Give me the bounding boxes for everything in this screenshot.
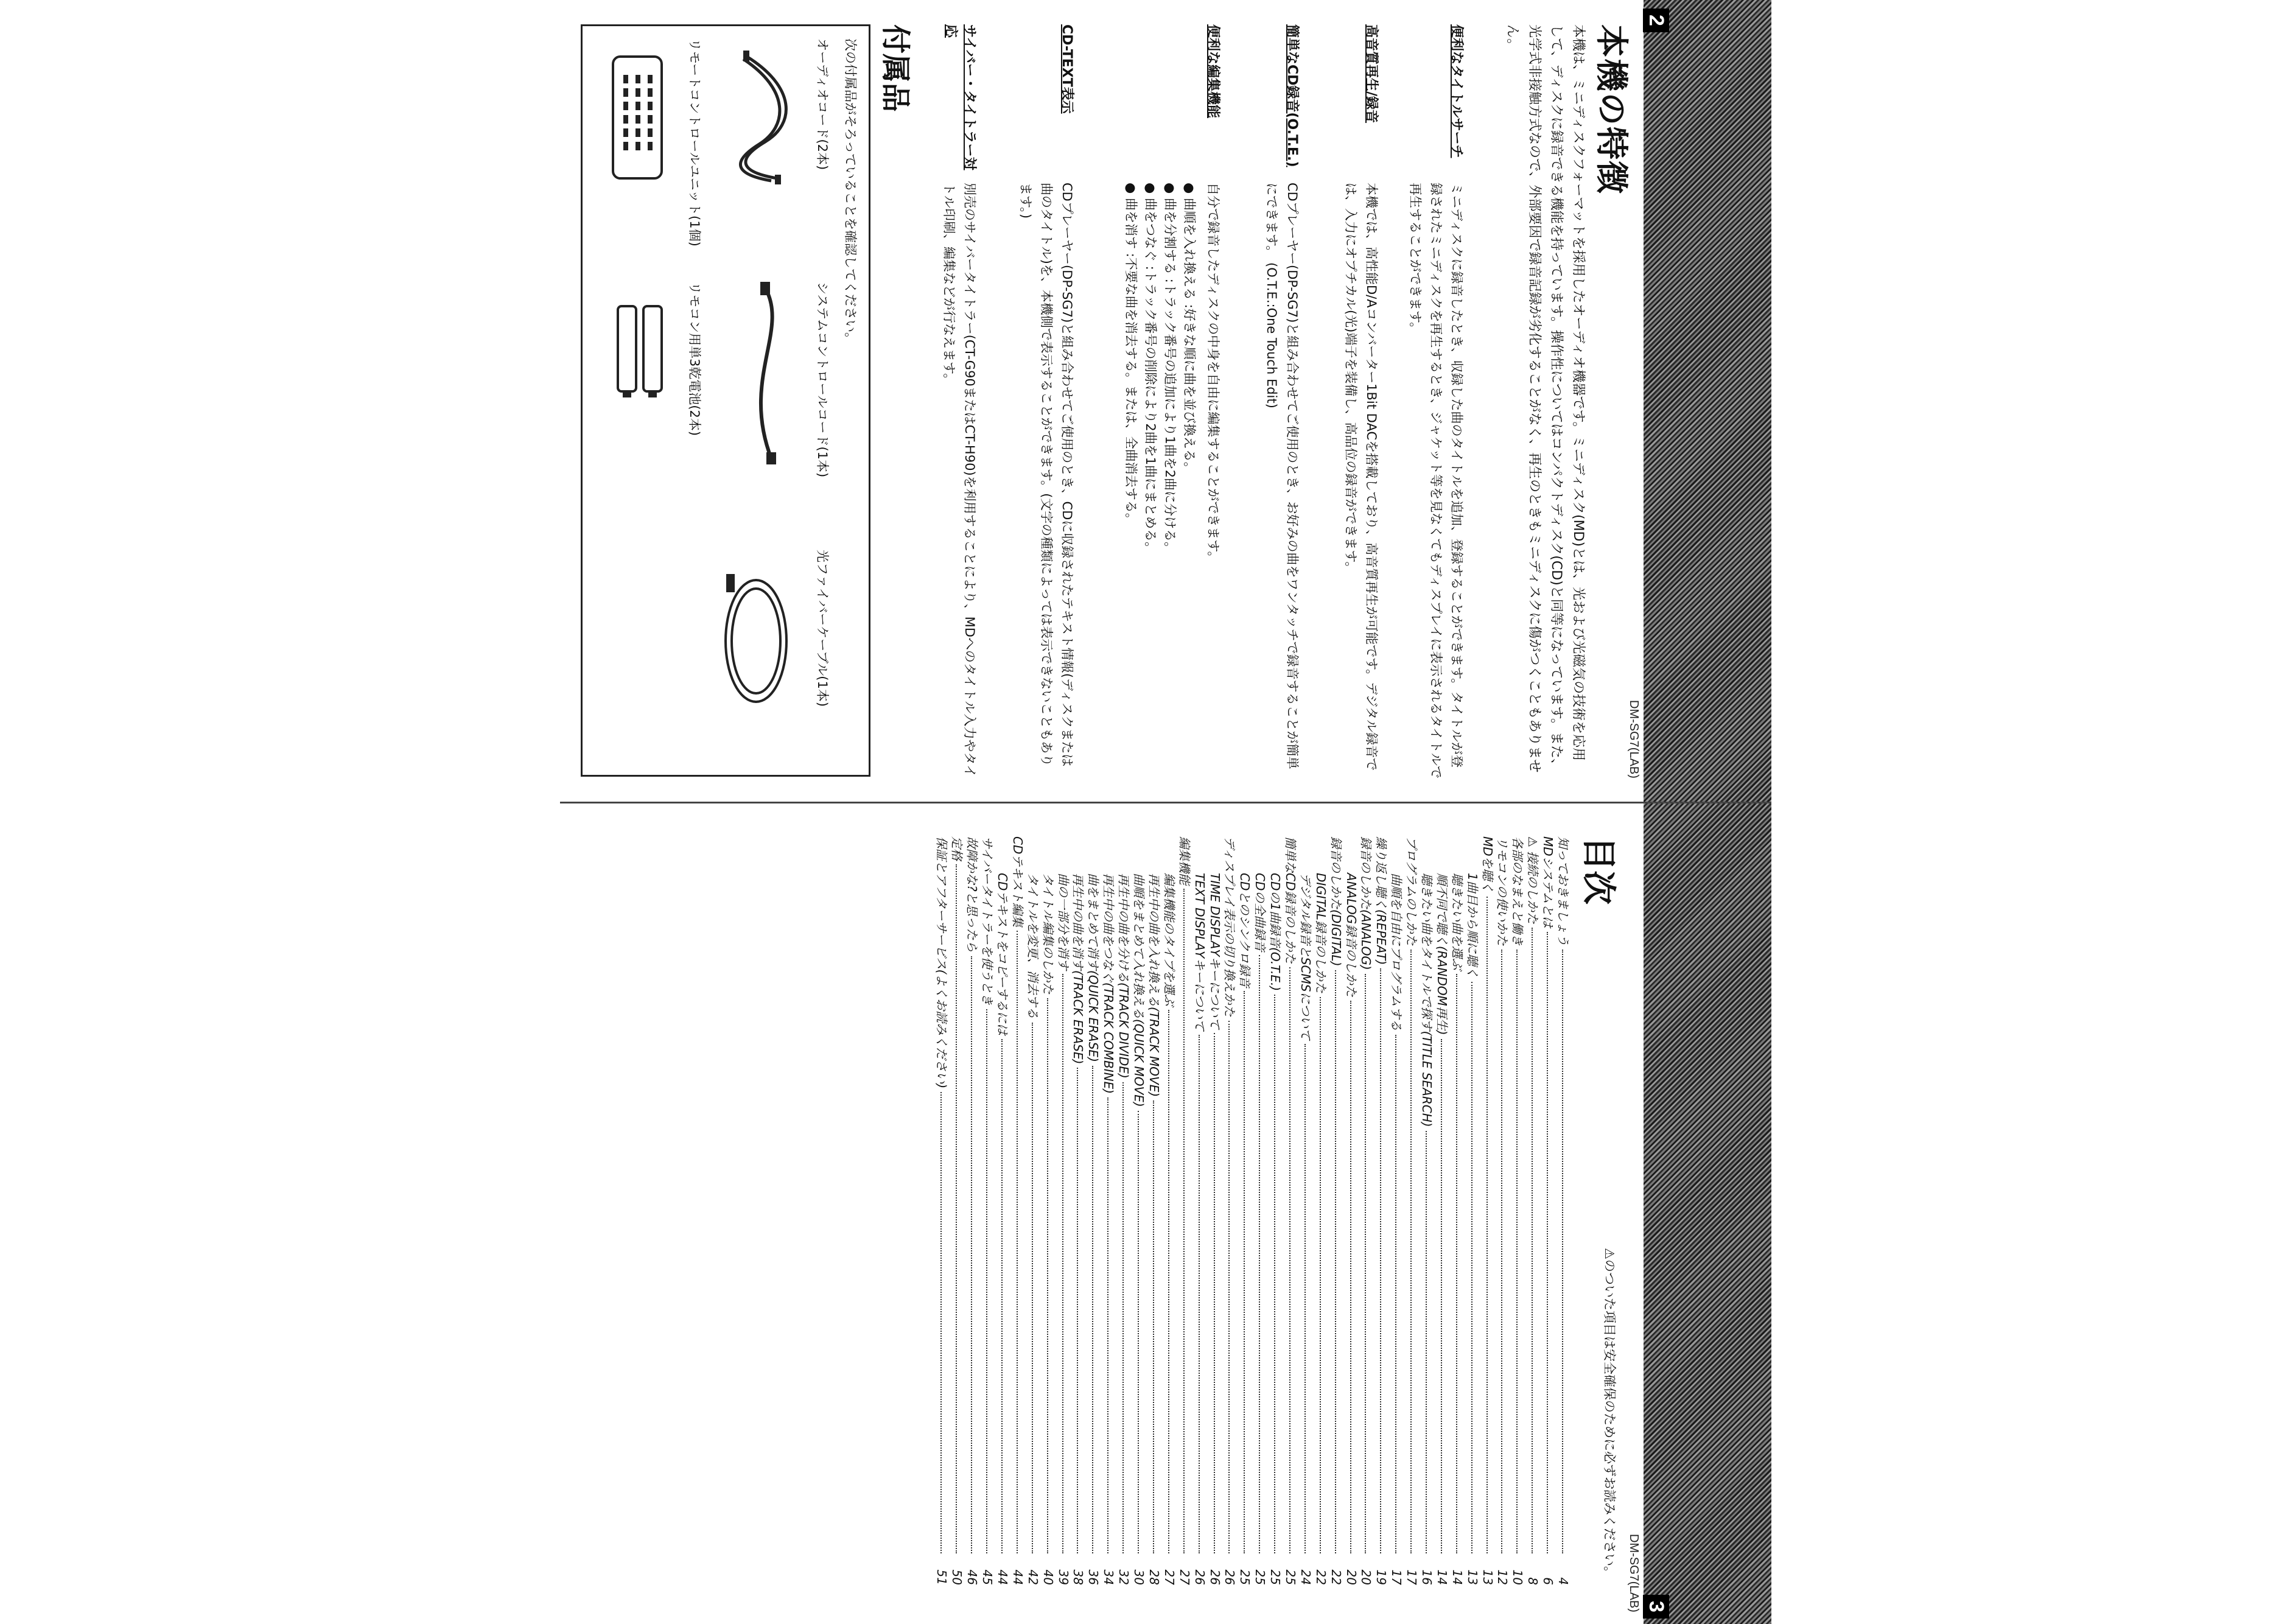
toc-entry-label: 曲の一部分を消す [1056,873,1071,970]
toc-entry-page: 14 [1449,1569,1465,1585]
toc-entry-page: 32 [1116,1569,1132,1585]
toc-entry-page: 22 [1313,1569,1328,1585]
toc-entry-label: 故障かな?と思ったら [965,836,980,953]
toc-entry-label: 再生中の曲を消す(TRACK ERASE) [1071,873,1086,1065]
toc-leader-dots [1214,1033,1215,1553]
toc-entry-page: 40 [1040,1569,1056,1585]
accessory-label: 光ファイバーケーブル(1本) [815,550,830,707]
toc-leader-dots [1062,974,1063,1553]
toc-entry-label: CDの1曲録音(O.T.E.) [1268,873,1283,992]
toc-entry-label: 再生中の曲をつなぐ(TRACK COMBINE) [1101,873,1116,1094]
toc-entry [1252,836,1267,1585]
toc-entry-page: 14 [1434,1569,1449,1585]
toc-leader-dots [1350,1001,1351,1553]
toc-leader-dots [956,864,957,1553]
toc-leader-dots [1244,991,1245,1553]
features-intro: 本機は、ミニディスクフォーマットを採用したオーディオ機器です。ミニディスク(MD)とは、光および光磁気の技術を応用して、ディスクに録音できる機能を持っています。操作性についてはコンパクトディスク(CD)と同等になっています。また、光学式非接触方式なので、外部要因で録音記録が劣化することがなく、再生のときもミニディスクに傷がつくこともありません。 [1505,24,1586,773]
toc-entry-page: 26 [1192,1569,1207,1585]
toc-entry-label: 編集機能 [1177,836,1192,885]
toc-entry-page: 17 [1404,1569,1420,1585]
toc-entry-page: 26 [1207,1569,1222,1585]
toc-entry-label: 録音のしかた(ANALOG) [1359,836,1374,970]
toc-entry-page: 25 [1268,1569,1283,1585]
toc-entry [1555,836,1570,1585]
toc-leader-dots [1274,995,1275,1553]
toc-entry [1419,836,1434,1585]
toc-leader-dots [1426,1131,1427,1553]
toc-leader-dots [1077,1068,1079,1553]
toc-entry [995,836,1010,1585]
toc-entry [1222,836,1238,1585]
toc-leader-dots [1304,1044,1306,1553]
toc-entry-page: 38 [1071,1569,1086,1585]
toc-leader-dots [1395,1035,1396,1553]
accessory-label: システムコントロールコード(1本) [815,282,830,478]
toc-entry [1161,836,1177,1585]
toc-leader-dots [1365,974,1366,1553]
toc-entry-label: CDの全曲録音 [1253,873,1268,952]
toc-entry-label: 繰り返し聴く(REPEAT) [1374,836,1389,965]
toc-entry-page: 39 [1056,1569,1071,1585]
toc-leader-dots [1410,950,1412,1553]
battery-icon [607,294,674,416]
toc-entry-label: TEXT DISPLAYキーについて [1192,873,1207,1031]
toc-entry-page: 8 [1525,1577,1541,1585]
toc-entry-label: ⚠ 接続のしかた [1525,836,1541,925]
toc-entry-page: 6 [1541,1577,1556,1585]
toc-entry-page: 27 [1161,1569,1177,1585]
toc-entry-label: プログラムのしかた [1404,836,1420,946]
list-item: ● 曲を分割する :トラック番号の追加により1曲を2曲に分ける。 [1160,183,1180,779]
toc-entry-label: ANALOG録音のしかた [1343,873,1359,998]
feature-body-container [1121,183,1224,779]
toc-leader-dots [1199,1035,1200,1553]
toc-leader-dots [1092,1066,1093,1553]
toc-entry-page: 10 [1510,1569,1525,1585]
toc-entry-label: 曲順をまとめて入れ換える(QUICK MOVE) [1132,873,1147,1107]
toc-entry [1434,836,1449,1585]
toc-leader-dots [1532,928,1533,1553]
toc-entry [1267,836,1283,1585]
toc-leader-dots [1516,950,1518,1553]
feature-body: 別売のサイバータイトラー(CT-G90またはCT-H90)を利用することにより、MDへのタイトル入力やタイトル印刷、編集などが行なえます。 [942,183,977,778]
toc-entry [1116,836,1131,1585]
toc-entry [1207,836,1222,1585]
toc-entry-label: 録音のしかた(DIGITAL) [1328,836,1343,967]
optical-cable-icon [710,562,802,720]
toc-entry-label: タイトルを変更、消去する [1025,873,1040,1019]
toc-entry [1495,836,1510,1585]
toc-leader-dots [1228,1021,1230,1553]
toc-entry-label: 聴きたい曲を選ぶ [1449,873,1465,970]
toc-entry-label: TIME DISPLAYキーについて [1207,873,1222,1030]
toc-entry [934,836,950,1585]
toc-entry-page: 24 [1298,1569,1313,1585]
feature-body: ミニディスクに録音したとき、収録した曲のタイトルを追加、登録することができます。タイトルが登録されたミニディスクを再生するとき、ジャケット等を見なくてもディスプレイに表示されるタイトルで再生することができます。 [1408,183,1464,779]
toc-entry-page: 25 [1253,1569,1268,1585]
toc-leader-dots [1289,967,1290,1553]
toc-entry [1373,836,1388,1585]
toc-entry-page: 16 [1419,1569,1434,1585]
toc-entry-page: 22 [1328,1569,1343,1585]
accessory-label: リモコン用単3乾電池(2本) [687,282,702,436]
accessories-box [581,24,870,777]
toc-leader-dots [1456,974,1457,1553]
toc-entry-page: 20 [1359,1569,1374,1585]
toc-entry-page: 12 [1495,1569,1510,1585]
toc-entry [1192,836,1207,1585]
toc-leader-dots [1320,997,1321,1553]
right-page [560,812,1644,1603]
toc-leader-dots [1547,932,1548,1553]
toc-entry-label: 簡単なCD録音のしかた [1283,836,1298,964]
accessory-label: オーディオコード(2本) [815,38,830,170]
toc-entry [1404,836,1419,1585]
toc-entry-label: 保証とアフターサービス(よくお読みください) [934,836,950,1089]
toc-leader-dots [1335,970,1336,1553]
toc-leader-dots [1047,998,1048,1553]
toc-entry-label: 順不同で聴く(RANDOM再生) [1434,873,1449,1035]
list-item: ● 曲をつなぐ :トラック番号の削除により2曲を1曲にまとめる。 [1141,183,1160,779]
toc-entry-page: 51 [934,1569,950,1585]
toc-entry-label: CDテキストをコピーするには [995,873,1010,1036]
scanned-page [560,0,1771,1624]
toc-leader-dots [1017,931,1018,1553]
toc-entry [1540,836,1555,1585]
toc-entry [1283,836,1298,1585]
toc-entry-label: 1曲目から順に聴く [1465,873,1480,978]
toc-leader-dots [1153,1101,1154,1553]
halftone-header-band [1644,0,1771,1624]
toc-entry-label: DIGITAL録音のしかた [1313,873,1328,993]
toc-entry [1388,836,1404,1585]
toc-entry [1010,836,1025,1585]
toc-entry [949,836,964,1585]
toc-entry-page: 13 [1465,1569,1480,1585]
toc-entry-label: 編集機能のタイプを選ぶ [1161,873,1177,1006]
toc-entry [1465,836,1480,1585]
left-model-code: DM-SG7(LAB) [1627,700,1640,779]
feature-body: 自分で録音したディスクの中身を自由に編集することができます。 [1206,183,1220,564]
accessory-label: リモートコントロールユニット(1個) [687,38,702,247]
feature-heading: CD-TEXT表示 [1059,24,1074,114]
toc-leader-dots [1001,1039,1003,1553]
toc-entry-page: 44 [995,1569,1010,1585]
accessories-title: 付属品 [878,24,912,113]
toc-entry [1237,836,1252,1585]
left-page [560,0,1644,791]
toc-entry [1359,836,1374,1585]
feature-heading: サイバー・タイトラー対応 [943,24,977,170]
list-item: ● 曲を消す :不要な曲を消去する。または、全曲消去する。 [1121,183,1141,779]
toc-entry [979,836,995,1585]
toc-leader-dots [1259,955,1260,1553]
feature-heading: 高音質再生/録音 [1364,24,1379,124]
toc-entry [1298,836,1313,1585]
toc-entry [1101,836,1116,1585]
toc-entry-label: CDとのシンクロ録音 [1238,873,1253,988]
toc-entry [1131,836,1146,1585]
feature-body: CDプレーヤー(DP-SG7)と組み合わせてご使用のとき、CDに収録されたテキスト情報(ディスクまたは曲のタイトル)を、本機側で表示することができます。(文字の種類によっては表示できないこともあります。) [1018,183,1074,767]
toc-entry [1328,836,1343,1585]
toc-leader-dots [1107,1097,1108,1553]
feature-heading: 簡単なCD録音(O.T.E.) [1284,24,1300,167]
toc-entry [1086,836,1101,1585]
toc-entry-page: 34 [1101,1569,1116,1585]
toc-entry-page: 13 [1480,1569,1495,1585]
toc-entry [1343,836,1359,1585]
rotated-content [560,0,1771,1624]
toc-entry-label: リモコンの使いかた [1495,836,1510,946]
table-of-contents [934,836,1570,1585]
toc-entry-label: CDテキスト編集 [1010,836,1025,927]
toc-entry-label: 各部のなまえと働き [1510,836,1525,946]
toc-entry-page: 17 [1389,1569,1404,1585]
toc-entry [1313,836,1328,1585]
toc-entry-label: MDシステムとは [1541,836,1556,928]
toc-entry [1480,836,1495,1585]
page-divider [560,802,1771,803]
toc-entry-page: 46 [965,1569,980,1585]
toc-entry-label: サイバータイトラーを使うとき [980,836,995,1006]
toc-leader-dots [1183,889,1185,1553]
toc-leader-dots [971,956,972,1553]
toc-entry-page: 42 [1025,1569,1040,1585]
toc-entry [1177,836,1192,1585]
toc-entry-page: 25 [1283,1569,1298,1585]
toc-entry [1510,836,1525,1585]
toc-entry [1025,836,1040,1585]
toc-entry-label: デジタル録音とSCMSについて [1298,873,1313,1041]
audio-cord-icon [735,51,802,184]
toc-leader-dots [1168,1010,1169,1553]
toc-entry-label: 定格 [950,836,965,861]
toc-entry-label: 再生中の曲を分ける(TRACK DIVIDE) [1116,873,1132,1079]
feature-heading: 便利なタイトルサーチ [1449,24,1464,158]
toc-title: 目次 [1578,836,1618,905]
toc-entry-page: 26 [1222,1569,1238,1585]
feature-body: 本機では、高性能D/Aコンバーター1Bit DACを搭載しており、高音質再生が可能です。デジタル録音では、入力にオプチカル(光)端子を装備し、高品位の録音ができます。 [1343,183,1379,771]
toc-entry [1146,836,1161,1585]
toc-leader-dots [1486,897,1488,1553]
toc-leader-dots [940,1092,942,1553]
toc-leader-dots [1501,950,1502,1553]
toc-leader-dots [1562,950,1563,1553]
toc-leader-dots [1441,1039,1442,1553]
toc-entry-label: 曲をまとめて消す(QUICK ERASE) [1086,873,1101,1062]
toc-entry-page: 30 [1132,1569,1147,1585]
toc-entry-page: 20 [1343,1569,1359,1585]
toc-entry-page: 44 [1010,1569,1025,1585]
toc-entry-page: 19 [1374,1569,1389,1585]
feature-body: CDプレーヤー(DP-SG7)と組み合わせてご使用のとき、お好みの曲をワンタッチで録音することが簡単にできます。 (O.T.E.:One Touch Edit) [1264,183,1300,769]
safety-note: ⚠のついた項目は安全確保のために必ずお読みください。 [1602,1248,1617,1579]
toc-entry-label: タイトル編集のしかた [1040,873,1056,995]
system-control-cord-icon [735,282,802,464]
toc-entry-page: 28 [1146,1569,1161,1585]
toc-entry-label: 知っておきましょう [1556,836,1570,946]
list-item: ● 曲順を入れ換える :好きな順に曲を並び換える。 [1180,183,1199,779]
left-page-number: 2 [1643,9,1669,32]
toc-entry [1071,836,1086,1585]
toc-leader-dots [1380,968,1381,1553]
toc-entry-label: 再生中の曲を入れ換える(TRACK MOVE) [1146,873,1161,1097]
toc-leader-dots [986,1009,987,1553]
toc-leader-dots [1032,1023,1033,1553]
toc-entry [964,836,979,1585]
features-title: 本機の特徴 [1592,24,1631,195]
feature-heading: 便利な編集機能 [1205,24,1220,119]
toc-entry-page: 4 [1556,1577,1570,1585]
toc-entry-page: 36 [1086,1569,1101,1585]
toc-entry [1040,836,1056,1585]
toc-entry-label: 聴きたい曲をタイトルで探す(TITLE SEARCH) [1419,873,1434,1127]
toc-entry [1525,836,1540,1585]
toc-entry-page: 27 [1177,1569,1192,1585]
edit-feature-list [1121,183,1199,779]
accessories-lead: 次の付属品がそろっていることを確認してください。 [843,38,858,345]
toc-leader-dots [1138,1111,1139,1553]
remote-control-icon [601,51,674,191]
toc-entry [1056,836,1071,1585]
right-page-number: 3 [1643,1595,1669,1619]
toc-entry-page: 45 [980,1569,995,1585]
toc-leader-dots [1122,1082,1124,1553]
toc-leader-dots [1471,982,1472,1553]
toc-entry [1449,836,1465,1585]
toc-entry-page: 25 [1238,1569,1253,1585]
right-model-code: DM-SG7(LAB) [1627,1534,1640,1612]
toc-entry-label: MDを聴く [1480,836,1495,893]
toc-entry-page: 50 [950,1569,965,1585]
toc-entry-label: ディスプレイ表示の切り換えかた [1222,836,1238,1017]
toc-entry-label: 曲順を自由にプログラムする [1389,873,1404,1031]
